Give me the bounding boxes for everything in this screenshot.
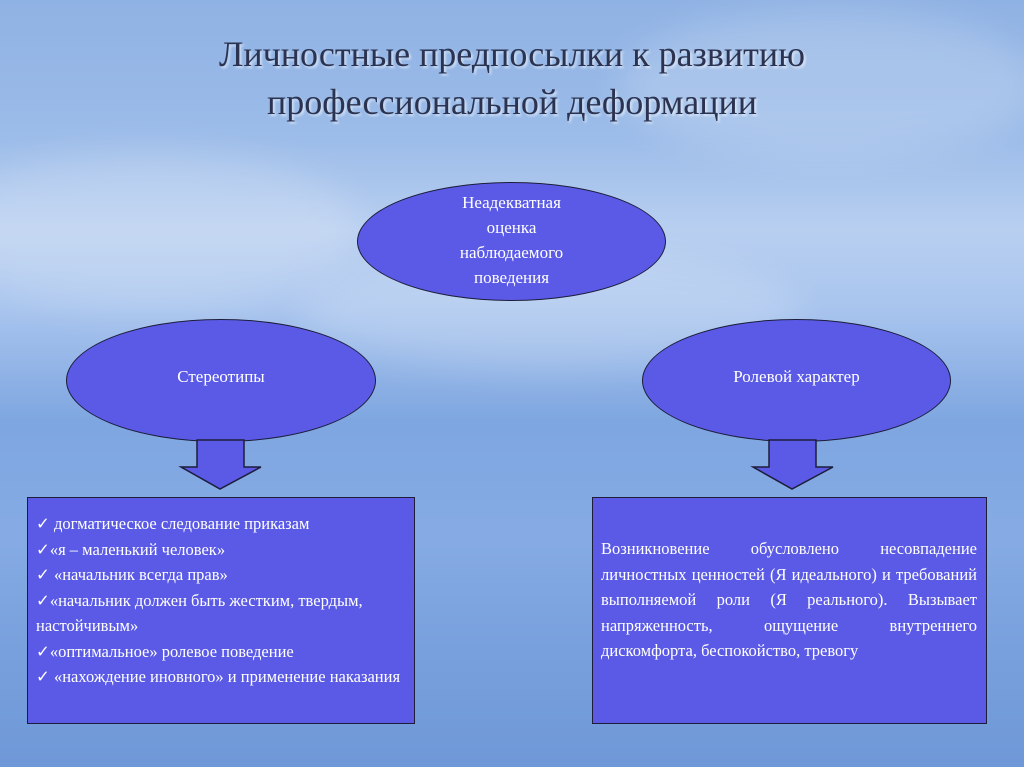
title-line-1: Личностные предпосылки к развитию bbox=[218, 34, 806, 74]
list-item: ✓«я – маленький человек» bbox=[36, 539, 226, 559]
top-node-line-1: Неадекватная bbox=[462, 192, 561, 212]
top-node bbox=[357, 182, 666, 301]
down-arrow-left bbox=[178, 439, 264, 491]
background-cloud bbox=[0, 150, 360, 310]
top-node-line-2: оценка bbox=[486, 217, 537, 237]
list-item: ✓ догматическое следование приказам bbox=[36, 514, 310, 533]
list-item: ✓ «начальник всегда прав» bbox=[36, 565, 228, 584]
list-item: ✓«оптимальное» ролевое поведение bbox=[36, 641, 294, 661]
list-item: ✓«начальник должен быть жестким, твердым, настойчивым» bbox=[36, 590, 363, 635]
stereotypes-list-box bbox=[27, 497, 415, 724]
down-arrow-right bbox=[750, 439, 836, 491]
top-node-line-3: наблюдаемого bbox=[459, 242, 564, 262]
left-node-label: Стереотипы bbox=[177, 367, 265, 386]
role-description-text: Возникновение обусловлено несовпадение личностных ценностей (Я идеального) и требований выполняемой роли (Я реального). Вызывает напряженность, ощущение внутреннего дискомфорта, беспокойство, тревогу bbox=[601, 539, 977, 660]
role-description-box bbox=[592, 497, 987, 724]
top-node-line-4: поведения bbox=[473, 267, 550, 287]
right-node-label: Ролевой характер bbox=[733, 367, 860, 386]
right-node bbox=[642, 319, 951, 442]
left-node bbox=[66, 319, 376, 442]
slide-title bbox=[0, 30, 1024, 126]
list-item: ✓ «нахождение иновного» и применение наказания bbox=[36, 667, 401, 686]
title-line-2: профессиональной деформации bbox=[267, 82, 757, 122]
